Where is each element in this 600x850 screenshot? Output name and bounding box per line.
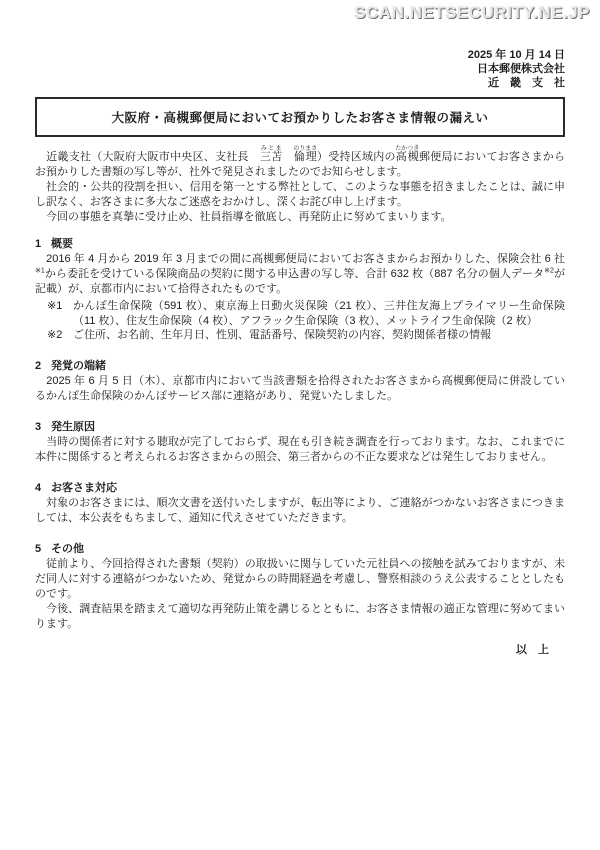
section-4-number: 4 bbox=[35, 482, 42, 495]
intro-paragraph-2: 社会的・公共的役割を担い、信用を第一とする弊社として、このような事態を招きましたことは、誠に申し訳なく、お客さまに多大なご迷惑をおかけし、深くお詫び申し上げます。 bbox=[35, 180, 565, 208]
section-1-title: 概要 bbox=[51, 237, 74, 250]
section-5-body-2: 今後、調査結果を踏まえて適切な再発防止策を講じるとともに、お客さま情報の適正な管理に努めてまいります。 bbox=[35, 602, 565, 630]
document-title: 大阪府・高槻郵便局においてお預かりしたお客さま情報の漏えい bbox=[35, 97, 565, 137]
footnote-2-text: ご住所、お名前、生年月日、性別、電話番号、保険契約の内容、契約関係者様の情報 bbox=[73, 329, 491, 342]
section-4-body: 対象のお客さまには、順次文書を送付いたしますが、転出等により、ご連絡がつかないお客さまにつきましては、本公表をもちまして、通知に代えさせていただきます。 bbox=[35, 497, 565, 525]
president-given-name: 倫理のりまさ bbox=[293, 146, 318, 163]
section-1-heading bbox=[35, 237, 565, 252]
section-5-number: 5 bbox=[35, 543, 42, 556]
section-2-title: 発覚の端緒 bbox=[51, 360, 107, 373]
header-branch: 近 畿 支 社 bbox=[488, 77, 565, 89]
section-5-title: その他 bbox=[51, 543, 85, 556]
header-company: 日本郵便株式会社 bbox=[477, 63, 565, 75]
intro-paragraph-1: 近畿支社（大阪府大阪市中央区、支社長 三苫みとま 倫理のりまさ）受持区域内の高槻たかつき郵便局においてお客さまからお預かりした書類の写し等が、社外で発見されましたのでお知らせします。 bbox=[35, 146, 566, 178]
section-2-heading bbox=[35, 359, 565, 374]
section-3-body: 当時の関係者に対する聴取が完了しておらず、現在も引き続き調査を行っております。なお、これまでに本件に関係すると考えられるお客さまからの照会、第三者からの不正な要求などは発生しておりません。 bbox=[35, 436, 565, 464]
footnotes bbox=[35, 299, 565, 344]
section-cause bbox=[35, 420, 565, 465]
closing-mark: 以 上 bbox=[516, 643, 549, 656]
president-surname: 三苫みとま bbox=[259, 146, 283, 163]
section-2-body: 2025 年 6 月 5 日（木）、京都市内において当該書類を拾得されたお客さまから高槻郵便局に併設しているかんぽ生命保険のかんぽサービス部に連絡があり、発覚いたしました。 bbox=[35, 375, 565, 403]
section-1-body: 2016 年 4 月から 2019 年 3 月までの間に高槻郵便局においてお客さまからお預かりした、保険会社 6 社$^{※1}$から委託を受けている保険商品の契約に関する申込書の写し等、合計 632 枚（887 名分の個人データ$^{※2}$が記載）が、京都市内において拾得されたものです。 bbox=[35, 252, 565, 295]
section-2-number: 2 bbox=[35, 360, 42, 373]
note-ref-1: ※1 bbox=[35, 267, 45, 275]
section-5-heading bbox=[35, 542, 565, 557]
note-ref-2: ※2 bbox=[544, 267, 554, 275]
section-3-number: 3 bbox=[35, 421, 42, 434]
intro-p1-text: 近畿支社（大阪府大阪市中央区、支社長 bbox=[35, 151, 260, 163]
section-overview bbox=[35, 237, 565, 344]
section-3-title: 発生原因 bbox=[51, 421, 96, 434]
footnote-2-marker: ※2 bbox=[47, 329, 63, 342]
intro-paragraph-3: 今回の事態を真摯に受け止め、社員指導を徹底し、再発防止に努めてまいります。 bbox=[35, 210, 452, 223]
footnote-2 bbox=[47, 328, 565, 343]
section-1-number: 1 bbox=[35, 237, 42, 250]
section-other bbox=[35, 542, 565, 632]
section-customer-response bbox=[35, 481, 565, 526]
section-4-title: お客さま対応 bbox=[51, 482, 118, 495]
section-4-heading bbox=[35, 481, 565, 496]
document-header bbox=[35, 48, 565, 90]
site-watermark: SCAN.NETSECURITY.NE.JP bbox=[354, 3, 590, 22]
footnote-1 bbox=[47, 299, 565, 329]
section-5-body-1: 従前より、今回拾得された書類（契約）の取扱いに関与していた元社員への接触を試みておりますが、未だ同人に対する連絡がつかないため、発覚からの時間経過を考慮し、警察相談のうえ公表することとしたものです。 bbox=[35, 557, 565, 600]
footnote-1-text: かんぽ生命保険（591 枚）、東京海上日動火災保険（21 枚）、三井住友海上プライマリー生命保険（11 枚）、住友生命保険（4 枚）、アフラック生命保険（3 枚）、メットライフ生命保険（2 枚） bbox=[73, 299, 565, 327]
intro-paragraphs bbox=[35, 146, 565, 225]
header-date: 2025 年 10 月 14 日 bbox=[467, 49, 565, 61]
section-discovery bbox=[35, 359, 565, 404]
section-3-heading bbox=[35, 420, 565, 435]
footnote-1-marker: ※1 bbox=[47, 299, 63, 312]
place-name-takatsuki: 高槻たかつき bbox=[395, 146, 420, 163]
